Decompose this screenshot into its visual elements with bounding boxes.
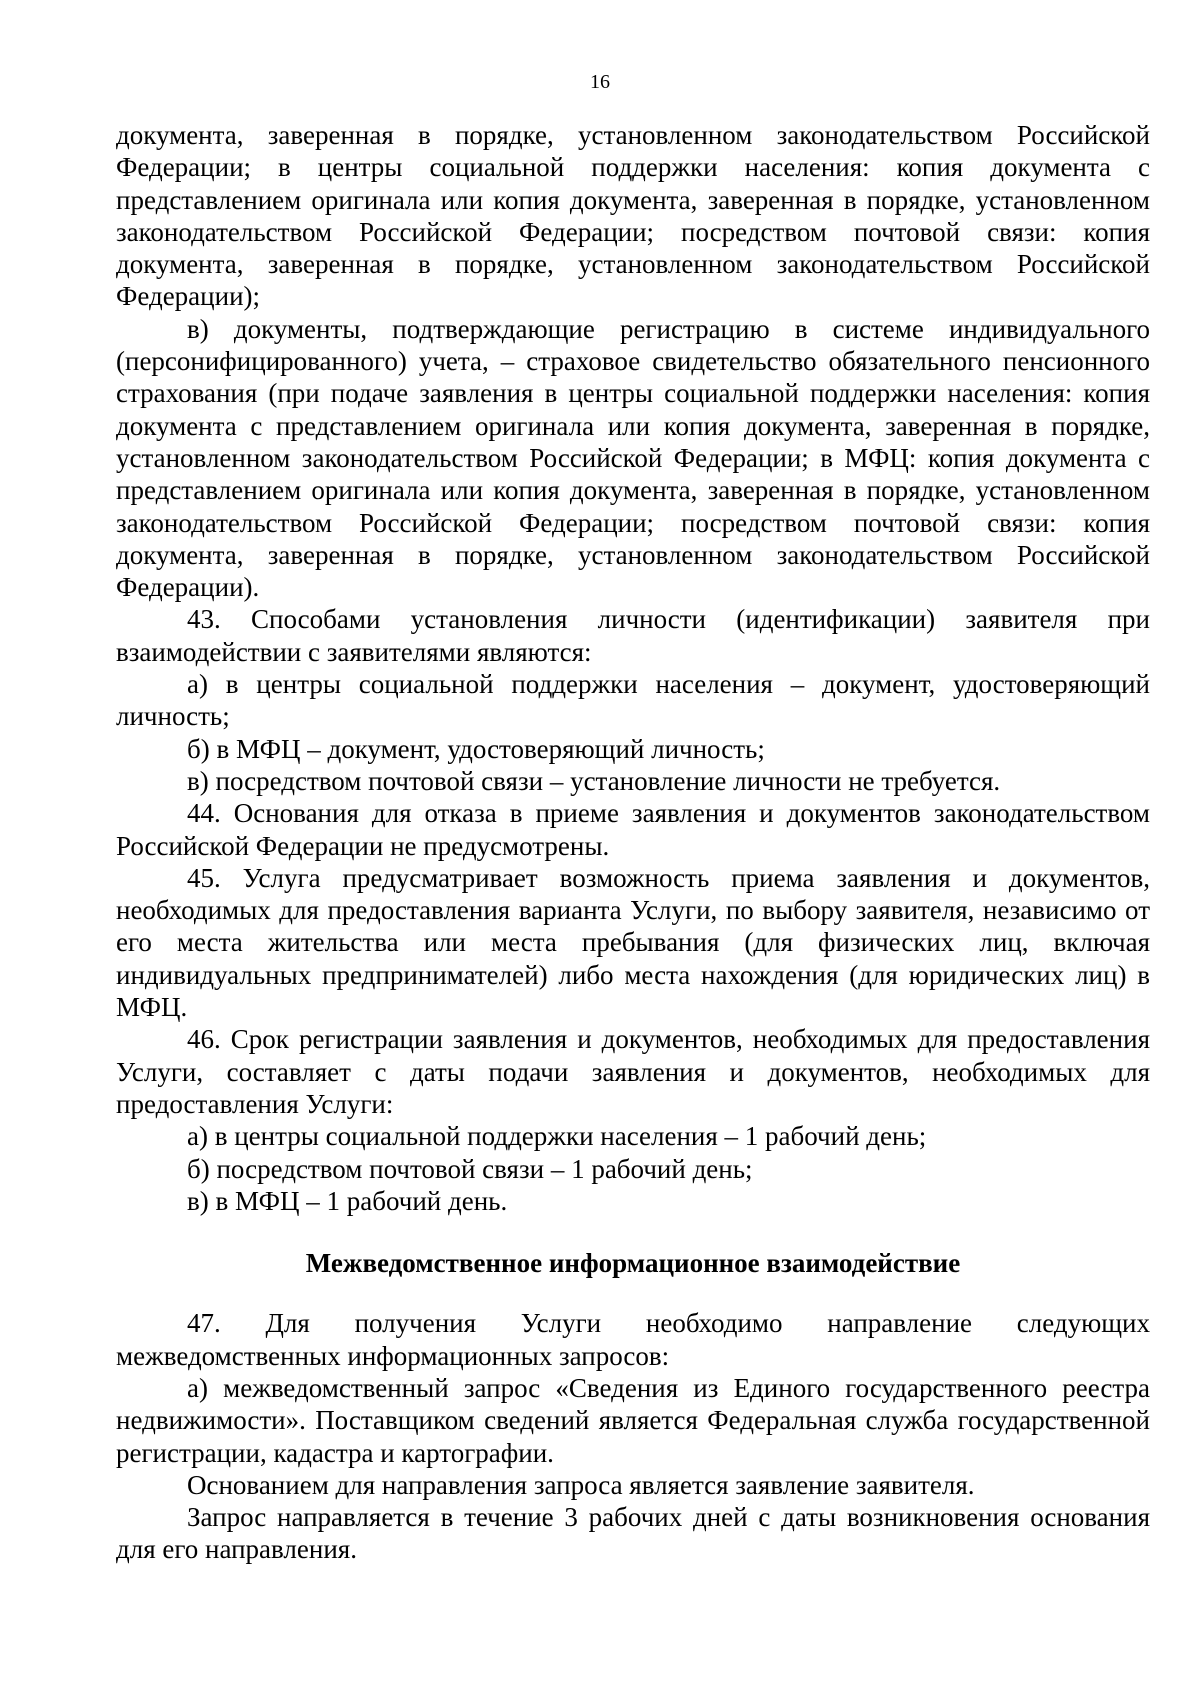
section-heading: Межведомственное информационное взаимодействие <box>305 1248 961 1279</box>
paragraph-43: 43. Способами установления личности (идентификации) заявителя при взаимодействии с заявителями являются: <box>116 604 1150 667</box>
paragraph-47: 47. Для получения Услуги необходимо направление следующих межведомственных информационных запросов: <box>116 1308 1150 1371</box>
page-content <box>116 119 1150 1566</box>
page-number: 16 <box>590 71 610 93</box>
paragraph-continuation: документа, заверенная в порядке, установленном законодательством Российской Федерации; в центры социальной поддержки населения: копия документа с представлением оригинала или копия документа, заверенная в порядке, установленном законодательством Российской Федерации; посредством почтовой связи: копия документа, заверенная в порядке, установленном законодательством Российской Федерации); <box>116 120 1150 312</box>
paragraph-46-a: а) в центры социальной поддержки населения – 1 рабочий день; <box>187 1121 927 1152</box>
paragraph-45: 45. Услуга предусматривает возможность приема заявления и документов, необходимых для предоставления варианта Услуги, по выбору заявителя, независимо от его места жительства или места пребывания (для физических лиц, включая индивидуальных предпринимателей) либо места нахождения (для юридических лиц) в МФЦ. <box>116 862 1150 1023</box>
paragraph-item-v-documents: в) документы, подтверждающие регистрацию в системе индивидуального (персонифицированного) учета, – страховое свидетельство обязательного пенсионного страхования (при подаче заявления в центры социальной поддержки населения: копия документа с представлением оригинала или копия документа, заверенная в порядке, установленном законодательством Российской Федерации; в МФЦ: копия документа с представлением оригинала или копия документа, заверенная в порядке, установленном законодательством Российской Федерации; посредством почтовой связи: копия документа, заверенная в порядке, установленном законодательством Российской Федерации). <box>116 313 1150 603</box>
paragraph-basis: Основанием для направления запроса является заявление заявителя. <box>187 1469 975 1500</box>
paragraph-43-a: а) в центры социальной поддержки населения – документ, удостоверяющий личность; <box>116 669 1150 732</box>
paragraph-46-b: б) посредством почтовой связи – 1 рабочий день; <box>187 1153 753 1184</box>
paragraph-46-v: в) в МФЦ – 1 рабочий день. <box>187 1185 508 1216</box>
paragraph-43-b: б) в МФЦ – документ, удостоверяющий личность; <box>187 733 765 764</box>
paragraph-44: 44. Основания для отказа в приеме заявления и документов законодательством Российской Федерации не предусмотрены. <box>116 798 1150 861</box>
paragraph-request-term: Запрос направляется в течение 3 рабочих дней с даты возникновения основания для его направления. <box>116 1502 1150 1565</box>
paragraph-43-v: в) посредством почтовой связи – установление личности не требуется. <box>187 765 1001 796</box>
paragraph-46: 46. Срок регистрации заявления и документов, необходимых для предоставления Услуги, составляет с даты подачи заявления и документов, необходимых для предоставления Услуги: <box>116 1024 1150 1119</box>
paragraph-47-a: а) межведомственный запрос «Сведения из Единого государственного реестра недвижимости». Поставщиком сведений является Федеральная служба государственной регистрации, кадастра и картографии. <box>116 1372 1150 1468</box>
